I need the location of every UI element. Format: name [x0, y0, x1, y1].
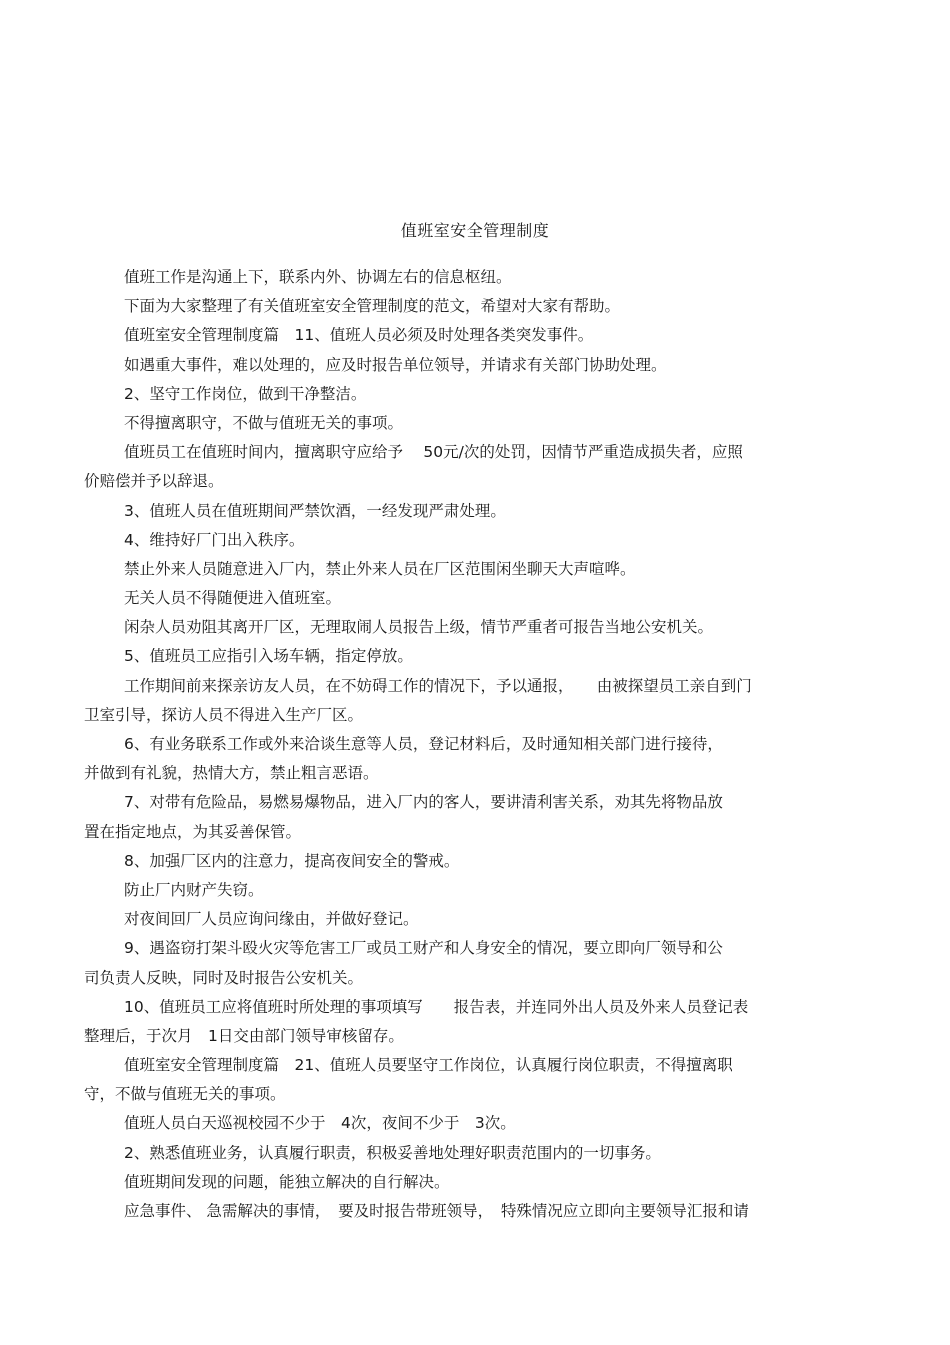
text-line: 对夜间回厂人员应询问缘由，并做好登记。 — [124, 910, 419, 929]
text-line: 工作期间前来探亲访友人员，在不妨碍工作的情况下，予以通报， 由被探望员工亲自到门 — [124, 676, 752, 695]
text-line: 并做到有礼貌，热情大方，禁止粗言恶语。 — [84, 764, 379, 783]
text-line: 2、熟悉值班业务，认真履行职责，积极妥善地处理好职责范围内的一切事务。 — [124, 1143, 661, 1162]
text-line: 闲杂人员劝阻其离开厂区，无理取闹人员报告上级，情节严重者可报告当地公安机关。 — [124, 618, 714, 637]
text-line: 10、值班员工应将值班时所处理的事项填写 报告表，并连同外出人员及外来人员登记表 — [124, 997, 749, 1016]
text-line: 值班室安全管理制度篇 11、值班人员必须及时处理各类突发事件。 — [124, 326, 594, 345]
text-line: 2、坚守工作岗位，做到干净整洁。 — [124, 384, 367, 403]
text-line: 司负责人反映，同时及时报告公安机关。 — [84, 968, 364, 987]
text-line: 6、有业务联系工作或外来洽谈生意等人员，登记材料后，及时通知相关部门进行接待， — [124, 735, 723, 753]
text-line: 置在指定地点，为其妥善保管。 — [84, 822, 302, 841]
text-line: 7、对带有危险品，易燃易爆物品，进入厂内的客人，要讲清利害关系，劝其先将物品放 — [124, 793, 723, 812]
document-body — [84, 263, 864, 1226]
text-line: 9、遇盗窃打架斗殴火灾等危害工厂或员工财产和人身安全的情况，要立即向厂领导和公 — [124, 939, 723, 958]
text-line: 禁止外来人员随意进入厂内，禁止外来人员在厂区范围闲坐聊天大声喧哗。 — [124, 559, 636, 578]
text-line: 如遇重大事件，难以处理的，应及时报告单位领导，并请求有关部门协助处理。 — [124, 355, 667, 374]
text-line: 不得擅离职守，不做与值班无关的事项。 — [124, 413, 404, 432]
text-line: 4、维持好厂门出入秩序。 — [124, 530, 305, 549]
text-line: 值班期间发现的问题，能独立解决的自行解决。 — [124, 1172, 450, 1191]
text-line: 守，不做与值班无关的事项。 — [84, 1085, 286, 1104]
text-line: 8、加强厂区内的注意力，提高夜间安全的警戒。 — [124, 851, 460, 870]
text-line: 整理后，于次月 1日交由部门领导审核留存。 — [84, 1026, 404, 1045]
text-line: 3、值班人员在值班期间严禁饮酒，一经发现严肃处理。 — [124, 501, 506, 520]
text-line: 5、值班员工应指引入场车辆，指定停放。 — [124, 647, 413, 666]
document-title: 值班室安全管理制度 — [400, 221, 550, 240]
text-line: 防止厂内财产失窃。 — [124, 880, 264, 899]
text-line: 值班工作是沟通上下，联系内外、协调左右的信息枢纽。 — [124, 268, 512, 286]
text-line: 无关人员不得随便进入值班室。 — [124, 589, 342, 608]
text-line: 值班员工在值班时间内，擅离职守应给予 50元/次的处罚，因情节严重造成损失者，应照 — [124, 443, 743, 462]
text-line: 卫室引导，探访人员不得进入生产厂区。 — [84, 705, 364, 724]
text-line: 值班室安全管理制度篇 21、值班人员要坚守工作岗位，认真履行岗位职责，不得擅离职 — [124, 1056, 733, 1075]
text-line: 下面为大家整理了有关值班室安全管理制度的范文，希望对大家有帮助。 — [124, 297, 621, 316]
text-line: 值班人员白天巡视校园不少于 4次，夜间不少于 3次。 — [124, 1114, 516, 1133]
text-line: 应急事件、 急需解决的事情， 要及时报告带班领导， 特殊情况应立即向主要领导汇报和请 — [124, 1202, 749, 1220]
text-line: 价赔偿并予以辞退。 — [84, 472, 224, 491]
